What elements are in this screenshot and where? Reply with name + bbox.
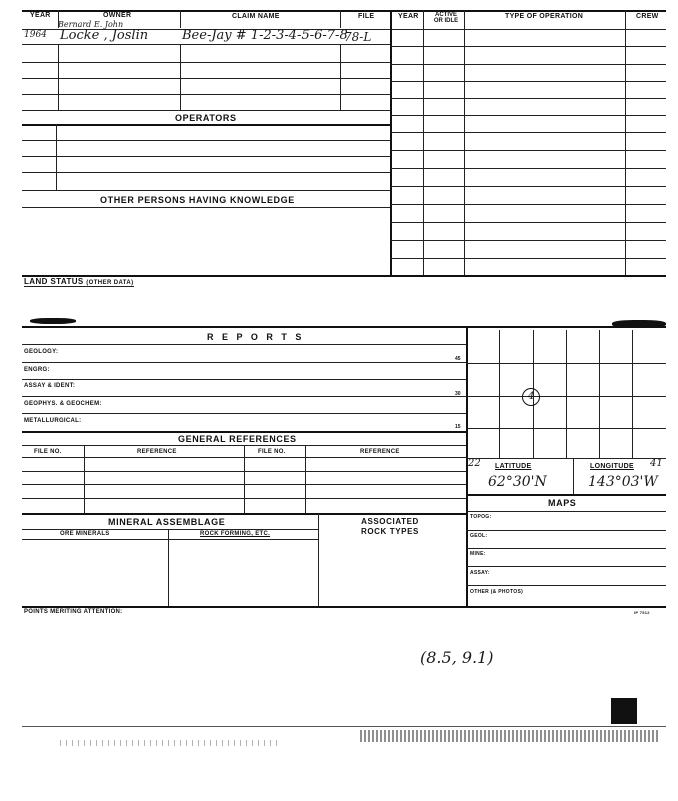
latitude-label: LATITUDE xyxy=(495,463,532,470)
refs-col-sep xyxy=(84,445,85,513)
owner-row xyxy=(22,94,390,95)
op-row xyxy=(390,81,666,82)
other-persons-title: OTHER PERSONS HAVING KNOWLEDGE xyxy=(100,195,295,205)
handwritten-annotation: (8.5, 9.1) xyxy=(420,648,494,667)
entry-owner-upper: Bernard E. John xyxy=(58,20,124,29)
refs-col-sep xyxy=(305,445,306,513)
report-assay: ASSAY & IDENT: xyxy=(24,383,76,389)
header-owner: OWNER xyxy=(103,12,132,19)
operators-row xyxy=(22,156,390,157)
maps-row xyxy=(466,548,666,549)
reports-row xyxy=(22,413,466,414)
col-sep xyxy=(180,44,181,110)
maps-topog: TOPOG: xyxy=(470,514,492,520)
scan-block xyxy=(611,698,637,724)
reports-row xyxy=(22,362,466,363)
header-year: YEAR xyxy=(30,12,51,19)
grid-line xyxy=(566,330,567,458)
refs-col-sep xyxy=(244,445,245,513)
rock-forming-label: ROCK FORMING, ETC. xyxy=(200,531,271,537)
grid-line xyxy=(466,396,666,397)
bottom-line xyxy=(22,606,666,608)
scan-noise xyxy=(360,730,660,742)
op-row xyxy=(390,115,666,116)
operators-line xyxy=(22,124,390,126)
col-sep xyxy=(56,124,57,190)
maps-other: OTHER (& PHOTOS) xyxy=(470,589,524,595)
ore-minerals-label: ORE MINERALS xyxy=(60,531,110,537)
entry-claim: Bee-Jay # 1-2-3-4-5-6-7-8 xyxy=(182,28,348,43)
reports-top-line xyxy=(22,326,666,328)
maps-mine: MINE: xyxy=(470,551,486,557)
report-metallurgical: METALLURGICAL: xyxy=(24,418,82,424)
op-row xyxy=(390,46,666,47)
owner-row xyxy=(22,44,390,45)
grid-line xyxy=(632,330,633,458)
op-row xyxy=(390,64,666,65)
mineral-top-line xyxy=(22,513,466,515)
maps-row xyxy=(466,530,666,531)
operators-row xyxy=(22,140,390,141)
grid-number-30: 30 xyxy=(455,391,461,397)
longitude-label: LONGITUDE xyxy=(590,463,634,470)
reports-row xyxy=(22,379,466,380)
col-sep xyxy=(340,44,341,110)
grid-number-45: 45 xyxy=(455,356,461,362)
header-file: FILE xyxy=(358,13,375,20)
maps-assay: ASSAY: xyxy=(470,570,490,576)
grid-circle-mark: 4 xyxy=(522,388,540,406)
reports-bottom-line xyxy=(22,431,466,433)
points-meriting-attention: POINTS MERITING ATTENTION: xyxy=(24,609,123,615)
op-col-sep xyxy=(423,10,424,276)
operators-title: OPERATORS xyxy=(175,113,237,123)
mineral-col-sep xyxy=(318,513,319,606)
reports-row xyxy=(22,396,466,397)
op-row xyxy=(390,132,666,133)
op-row xyxy=(390,222,666,223)
lon-suffix: 41 xyxy=(650,458,663,469)
associated-rock-types-title: ASSOCIATED ROCK TYPES xyxy=(360,517,419,536)
refs-reference: REFERENCE xyxy=(137,449,177,455)
latitude-value: 62°30'N xyxy=(488,474,547,490)
refs-file-no-2: FILE NO. xyxy=(258,449,286,455)
operators-row xyxy=(22,190,390,191)
refs-file-no: FILE NO. xyxy=(34,449,62,455)
header-claim-name: CLAIM NAME xyxy=(232,13,280,20)
header-type-of-operation: TYPE OF OPERATION xyxy=(505,13,584,20)
reports-title: R E P O R T S xyxy=(207,332,305,342)
op-table-border xyxy=(390,10,392,276)
reports-row xyxy=(22,344,466,345)
lat-prefix: 22 xyxy=(468,458,481,469)
latlon-top-line xyxy=(466,458,666,459)
land-status-text: LAND STATUS xyxy=(24,277,84,286)
maps-row xyxy=(466,585,666,586)
op-col-sep xyxy=(464,10,465,276)
mineral-col-sep xyxy=(168,529,169,606)
header-active-idle: ACTIVE OR IDLE xyxy=(433,12,459,24)
maps-geol: GEOL: xyxy=(470,533,488,539)
header-crew: CREW xyxy=(636,13,659,20)
maps-title: MAPS xyxy=(548,498,577,508)
grid-line xyxy=(599,330,600,458)
op-row xyxy=(390,186,666,187)
op-row xyxy=(390,240,666,241)
col-sep xyxy=(340,10,341,28)
longitude-value: 143°03'W xyxy=(588,474,658,490)
op-row xyxy=(390,258,666,259)
land-status-label xyxy=(24,277,134,287)
maps-row xyxy=(466,511,666,512)
op-row xyxy=(390,98,666,99)
op-col-sep xyxy=(625,10,626,276)
grid-line xyxy=(466,363,666,364)
other-persons-line xyxy=(22,207,390,208)
refs-reference-2: REFERENCE xyxy=(360,449,400,455)
maps-row xyxy=(466,566,666,567)
mineral-line xyxy=(22,539,318,540)
report-geophys: GEOPHYS. & GEOCHEM: xyxy=(24,401,102,407)
header-year-2: YEAR xyxy=(398,13,419,20)
report-engrg: ENGRG: xyxy=(24,367,50,373)
op-row xyxy=(390,150,666,151)
operators-row xyxy=(22,172,390,173)
mineral-line xyxy=(22,529,318,530)
general-references-title: GENERAL REFERENCES xyxy=(178,434,297,444)
report-geology: GEOLOGY: xyxy=(24,349,59,355)
op-row xyxy=(390,204,666,205)
owner-row xyxy=(22,78,390,79)
entry-year: 1964 xyxy=(24,30,47,40)
land-status-sub: (OTHER DATA) xyxy=(86,280,134,286)
scan-smudge xyxy=(30,318,76,324)
form-number: IP 7512 xyxy=(634,610,650,615)
mineral-assemblage-title: MINERAL ASSEMBLAGE xyxy=(108,517,226,527)
maps-top-line xyxy=(466,494,666,496)
latlon-sep xyxy=(573,458,574,494)
owner-row xyxy=(22,110,390,111)
entry-owner: Locke , Joslin xyxy=(60,28,149,43)
owner-row xyxy=(22,62,390,63)
grid-line xyxy=(499,330,500,458)
scan-noise xyxy=(60,740,280,746)
entry-file: 78-L xyxy=(344,30,372,44)
grid-number-15: 15 xyxy=(455,424,461,430)
col-sep xyxy=(180,10,181,28)
op-row xyxy=(390,168,666,169)
col-sep xyxy=(58,44,59,110)
scan-edge-line xyxy=(22,726,666,727)
grid-line xyxy=(466,428,666,429)
